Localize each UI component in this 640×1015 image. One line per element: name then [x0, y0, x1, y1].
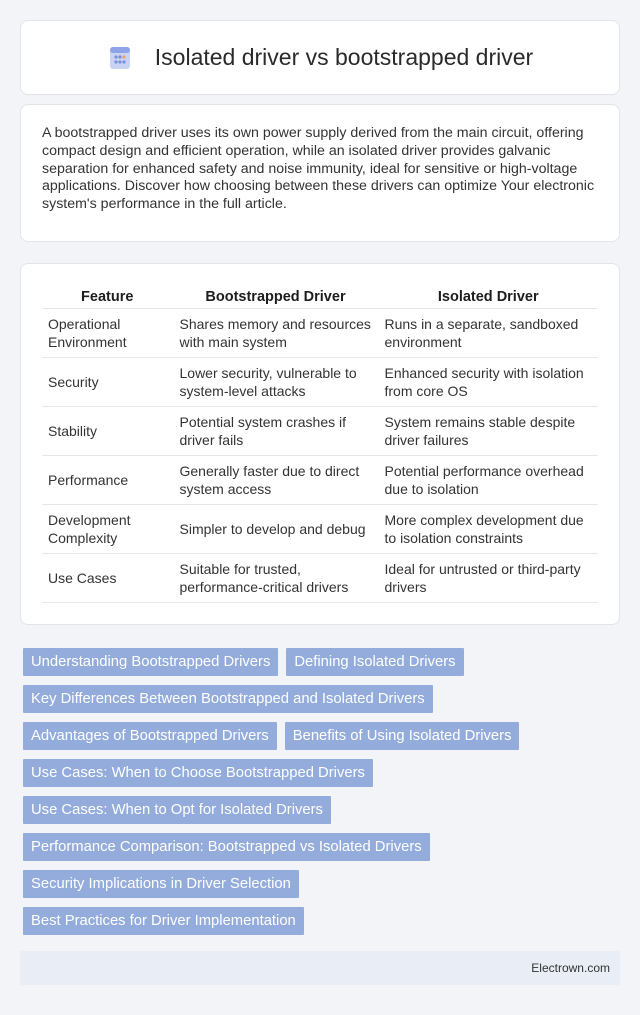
- table-header-bootstrapped: Bootstrapped Driver: [173, 284, 378, 308]
- tag-defining-isolated-drivers[interactable]: Defining Isolated Drivers: [286, 648, 463, 676]
- title-card: [20, 20, 620, 95]
- table-cell-bootstrapped: Potential system crashes if driver fails: [173, 406, 378, 455]
- footer: [20, 951, 620, 985]
- table-cell-isolated: Ideal for untrusted or third-party drivers: [378, 553, 598, 602]
- table-cell-feature: Performance: [42, 455, 173, 504]
- table-cell-feature: Stability: [42, 406, 173, 455]
- tag-row: [23, 907, 623, 935]
- tag-key-differences[interactable]: Key Differences Between Bootstrapped and Isolated Drivers: [23, 685, 433, 713]
- table-cell-bootstrapped: Generally faster due to direct system access: [173, 455, 378, 504]
- tag-use-cases-bootstrapped[interactable]: Use Cases: When to Choose Bootstrapped Drivers: [23, 759, 373, 787]
- table-row: [42, 308, 598, 357]
- table-row: [42, 357, 598, 406]
- tag-row: [23, 722, 623, 750]
- table-row: [42, 504, 598, 553]
- table-cell-bootstrapped: Simpler to develop and debug: [173, 504, 378, 553]
- tag-security-implications[interactable]: Security Implications in Driver Selection: [23, 870, 299, 898]
- table-cell-isolated: Enhanced security with isolation from core OS: [378, 357, 598, 406]
- tag-row: [23, 833, 623, 861]
- comparison-table: [42, 284, 598, 603]
- tag-understanding-bootstrapped-drivers[interactable]: Understanding Bootstrapped Drivers: [23, 648, 278, 676]
- table-header-isolated: Isolated Driver: [378, 284, 598, 308]
- table-cell-feature: Use Cases: [42, 553, 173, 602]
- table-cell-bootstrapped: Shares memory and resources with main system: [173, 308, 378, 357]
- table-row: [42, 553, 598, 602]
- tag-row: [23, 759, 623, 787]
- intro-text: A bootstrapped driver uses its own power supply derived from the main circuit, offering compact design and efficient operation, while an isolated driver provides galvanic separation for enhanced safety and noise immunity, ideal for sensitive or high-voltage applications. Discover how choosing between these drivers can optimize Your electronic system's performance in the full article.: [42, 125, 595, 213]
- comparison-table-card: [20, 263, 620, 625]
- tag-row: [23, 685, 623, 713]
- tag-use-cases-isolated[interactable]: Use Cases: When to Opt for Isolated Drivers: [23, 796, 331, 824]
- table-cell-isolated: System remains stable despite driver failures: [378, 406, 598, 455]
- table-cell-isolated: More complex development due to isolation constraints: [378, 504, 598, 553]
- tag-benefits-isolated[interactable]: Benefits of Using Isolated Drivers: [285, 722, 520, 750]
- tag-best-practices[interactable]: Best Practices for Driver Implementation: [23, 907, 304, 935]
- table-cell-isolated: Runs in a separate, sandboxed environment: [378, 308, 598, 357]
- topic-tags: [23, 648, 623, 944]
- table-cell-bootstrapped: Suitable for trusted, performance-critical drivers: [173, 553, 378, 602]
- table-cell-feature: Development Complexity: [42, 504, 173, 553]
- table-header-feature: Feature: [42, 284, 173, 308]
- document-icon: [107, 45, 133, 71]
- table-header-row: [42, 284, 598, 308]
- table-cell-feature: Security: [42, 357, 173, 406]
- page-title: Isolated driver vs bootstrapped driver: [154, 44, 534, 70]
- intro-card: [20, 104, 620, 242]
- table-cell-bootstrapped: Lower security, vulnerable to system-level attacks: [173, 357, 378, 406]
- footer-brand[interactable]: Electrown.com: [531, 961, 610, 975]
- table-row: [42, 455, 598, 504]
- tag-advantages-bootstrapped[interactable]: Advantages of Bootstrapped Drivers: [23, 722, 277, 750]
- tag-row: [23, 648, 623, 676]
- table-cell-isolated: Potential performance overhead due to isolation: [378, 455, 598, 504]
- table-row: [42, 406, 598, 455]
- tag-row: [23, 870, 623, 898]
- table-cell-feature: Operational Environment: [42, 308, 173, 357]
- tag-performance-comparison[interactable]: Performance Comparison: Bootstrapped vs Isolated Drivers: [23, 833, 430, 861]
- tag-row: [23, 796, 623, 824]
